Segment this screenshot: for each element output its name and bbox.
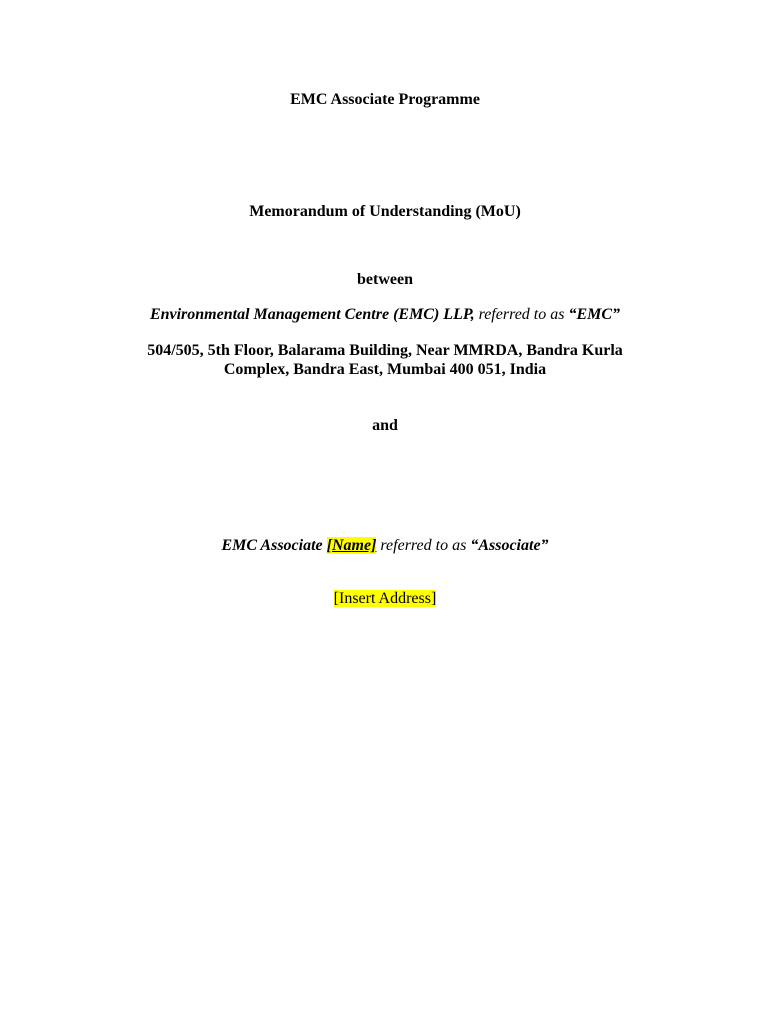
party1-alias: “EMC” bbox=[568, 306, 621, 323]
party2-alias: “Associate” bbox=[470, 537, 549, 554]
document-title: EMC Associate Programme bbox=[290, 91, 480, 108]
mou-heading: Memorandum of Understanding (MoU) bbox=[249, 203, 521, 220]
party2-prefix: EMC Associate bbox=[221, 537, 327, 554]
party1-name: Environmental Management Centre (EMC) LLP, bbox=[149, 306, 475, 323]
party2-referred-text: referred to as bbox=[376, 537, 471, 554]
party2-line bbox=[0, 536, 770, 555]
party1-address-line1: 504/505, 5th Floor, Balarama Building, Near MMRDA, Bandra Kurla bbox=[147, 342, 623, 359]
party2-name-placeholder: [Name] bbox=[326, 537, 377, 554]
party2-address-placeholder: [Insert Address] bbox=[333, 590, 437, 607]
party1-referred-text: referred to as bbox=[474, 306, 569, 323]
between-label: between bbox=[357, 271, 413, 288]
party1-address-line2: Complex, Bandra East, Mumbai 400 051, India bbox=[223, 361, 547, 378]
party1-line bbox=[0, 305, 770, 324]
and-label: and bbox=[372, 417, 398, 434]
party2-address-line bbox=[0, 589, 770, 608]
